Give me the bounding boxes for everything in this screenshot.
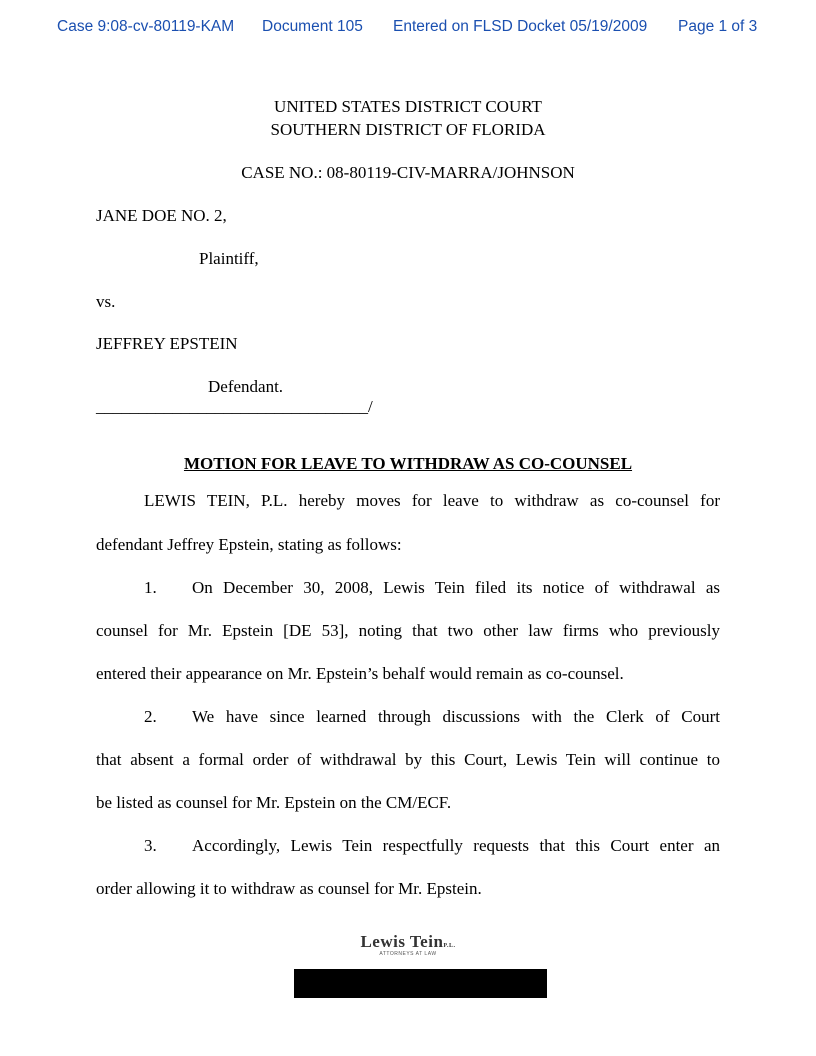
paragraph-number: 2.	[144, 707, 157, 726]
defendant-name: JEFFREY EPSTEIN	[96, 334, 238, 353]
plaintiff-label: Plaintiff,	[199, 249, 259, 268]
motion-title: MOTION FOR LEAVE TO WITHDRAW AS CO-COUNSEL	[183, 454, 633, 473]
firm-logo-name: Lewis Tein	[360, 932, 444, 951]
paragraph-1-line-3: entered their appearance on Mr. Epstein’s behalf would remain as co-counsel.	[96, 664, 624, 683]
paragraph-1-line-1: On December 30, 2008, Lewis Tein filed its notice of withdrawal as	[192, 578, 720, 597]
docket-header	[0, 18, 816, 38]
firm-logo-suffix: P.L.	[443, 943, 456, 949]
defendant-label: Defendant.	[208, 377, 284, 396]
paragraph-2-line-3: be listed as counsel for Mr. Epstein on the CM/ECF.	[96, 793, 452, 812]
redaction-bar	[294, 969, 547, 998]
paragraph-2-line-1: We have since learned through discussions with the Clerk of Court	[192, 707, 720, 726]
paragraph-number: 1.	[144, 578, 157, 597]
header-page-number: Page 1 of 3	[678, 18, 758, 35]
paragraph-number: 3.	[144, 836, 157, 855]
court-name: UNITED STATES DISTRICT COURT	[274, 97, 542, 116]
header-entered-date: Entered on FLSD Docket 05/19/2009	[393, 18, 648, 35]
court-district: SOUTHERN DISTRICT OF FLORIDA	[270, 120, 546, 139]
versus: vs.	[96, 292, 116, 311]
firm-logo	[0, 932, 816, 952]
header-document-number: Document 105	[262, 18, 363, 35]
plaintiff-name: JANE DOE NO. 2,	[96, 206, 227, 225]
paragraph-3-line-1: Accordingly, Lewis Tein respectfully requests that this Court enter an	[192, 836, 720, 855]
caption-rule: ________________________________/	[96, 397, 373, 416]
paragraph-2-line-2: that absent a formal order of withdrawal by this Court, Lewis Tein will continue to	[96, 750, 720, 769]
firm-logo-tagline: ATTORNEYS AT LAW	[379, 951, 437, 957]
case-number: CASE NO.: 08-80119-CIV-MARRA/JOHNSON	[241, 163, 575, 182]
paragraph-1-line-2: counsel for Mr. Epstein [DE 53], noting that two other law firms who previously	[96, 621, 720, 640]
intro-line-1: LEWIS TEIN, P.L. hereby moves for leave to withdraw as co-counsel for	[144, 491, 720, 510]
paragraph-3-line-2: order allowing it to withdraw as counsel for Mr. Epstein.	[96, 879, 482, 898]
intro-line-2: defendant Jeffrey Epstein, stating as follows:	[96, 535, 402, 554]
header-case-number: Case 9:08-cv-80119-KAM	[57, 18, 235, 35]
